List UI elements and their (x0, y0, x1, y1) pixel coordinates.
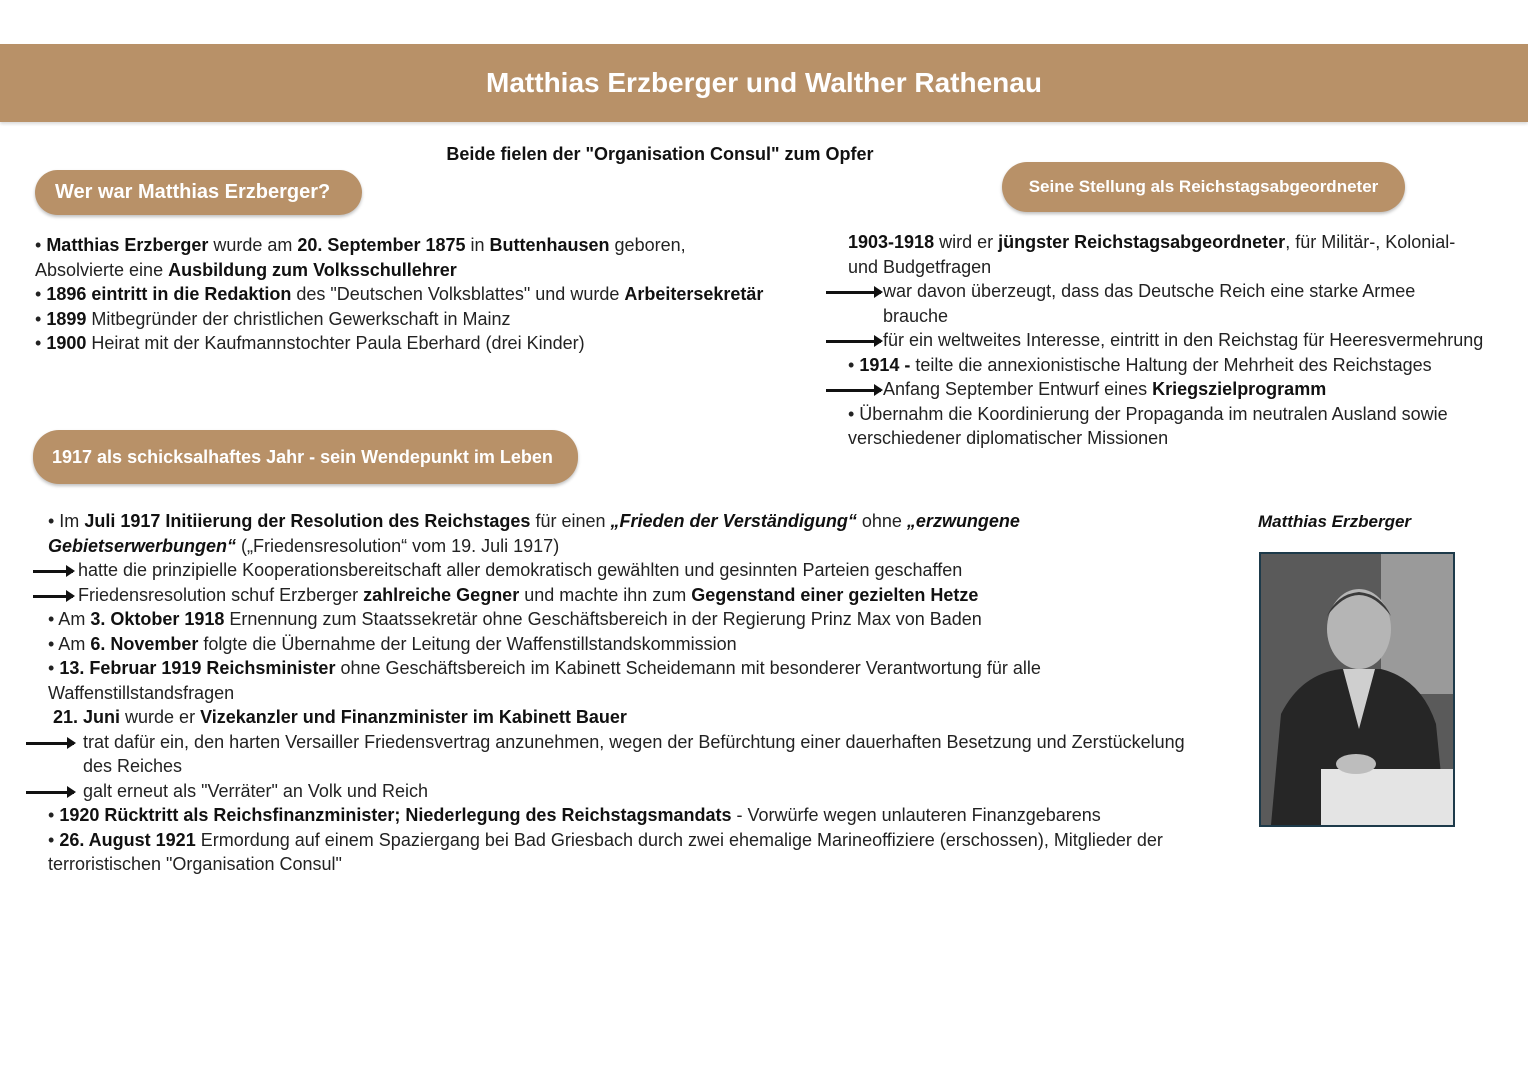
list-item (48, 754, 1185, 779)
text: ohne (856, 511, 907, 531)
emphasized-text: zahlreiche Gegner (363, 584, 520, 605)
text: Ernennung zum Staatssekretär ohne Geschäftsbereich in der Regierung Prinz Max von Baden (224, 609, 982, 629)
title-banner (0, 44, 1528, 122)
list-item (848, 402, 1483, 427)
arrow-right-icon (33, 570, 73, 573)
arrow-right-icon (826, 291, 881, 294)
emphasized-text: Matthias Erzberger (46, 235, 209, 255)
text: Absolvierte eine (35, 259, 169, 280)
emphasized-text: 1899 (46, 308, 87, 329)
text: - Vorwürfe wegen unlauteren Finanzgebarens (731, 805, 1101, 825)
text: wird er (934, 232, 999, 252)
portrait-photo (1259, 552, 1455, 827)
text: • Im (48, 511, 85, 531)
list-item (48, 583, 1185, 608)
text: • Übernahm die Koordinierung der Propaganda im neutralen Ausland sowie (848, 403, 1448, 424)
text: ohne Geschäftsbereich im Kabinett Scheidemann mit besonderer Verantwortung für alle (335, 658, 1041, 678)
text: • (848, 354, 860, 375)
emphasized-text: 1914 - (859, 354, 911, 375)
section-heading-turning-point: 1917 als schicksalhaftes Jahr - sein Wendepunkt im Leben (33, 430, 578, 484)
text: wurde am (208, 235, 298, 255)
list-item (848, 279, 1483, 304)
emphasized-text: 1903-1918 (848, 232, 935, 252)
list-item (848, 328, 1483, 353)
emphasized-text: Gebietserwerbungen“ (48, 535, 237, 556)
emphasized-text: 3. Oktober 1918 (90, 609, 225, 629)
list-item (848, 426, 1483, 451)
emphasized-text: 13. Februar 1919 Reichsminister (59, 658, 336, 678)
arrow-right-icon (26, 742, 74, 745)
text: • (35, 235, 47, 255)
section-heading-position: Seine Stellung als Reichstagsabgeordneter (1002, 162, 1405, 212)
emphasized-text: Buttenhausen (489, 235, 610, 255)
section-heading-who: Wer war Matthias Erzberger? (35, 170, 362, 215)
list-item (48, 705, 1185, 730)
emphasized-text: 20. September 1875 (297, 235, 466, 255)
list-item (848, 255, 1483, 280)
list-item (48, 534, 1185, 559)
emphasized-text: Vizekanzler und Finanzminister im Kabinett Bauer (200, 707, 627, 727)
text: Heirat mit der Kaufmannstochter Paula Eberhard (drei Kinder) (86, 333, 585, 353)
list-item (48, 656, 1185, 681)
turning-point-list (48, 509, 1185, 877)
text: für einen (530, 511, 611, 531)
text: war davon überzeugt, dass das Deutsche Reich eine starke Armee (883, 281, 1416, 301)
list-item (35, 282, 763, 307)
emphasized-text: 6. November (90, 633, 199, 654)
emphasized-text: 1900 (46, 333, 87, 353)
text: • Am (48, 609, 91, 629)
list-item (35, 258, 763, 283)
text: Mitbegründer der christlichen Gewerkschaft in Mainz (86, 308, 511, 329)
emphasized-text: 1896 eintritt in die Redaktion (46, 284, 292, 304)
text: • (48, 658, 60, 678)
text: folgte die Übernahme der Leitung der Waffenstillstandskommission (198, 633, 737, 654)
text: hatte die prinzipielle Kooperationsbereitschaft aller demokratisch gewählten und gesinnten Parteien geschaffen (78, 560, 963, 580)
text: und Budgetfragen (848, 256, 992, 277)
list-item (848, 377, 1483, 402)
list-item (48, 632, 1185, 657)
emphasized-text: Gegenstand einer gezielten Hetze (691, 584, 979, 605)
list-item (848, 304, 1483, 329)
list-item (848, 353, 1483, 378)
emphasized-text: Arbeitersekretär (624, 284, 764, 304)
text: , für Militär-, Kolonial- (1285, 232, 1456, 252)
text: in (465, 235, 490, 255)
page-title: Matthias Erzberger und Walther Rathenau (486, 67, 1042, 98)
text: für ein weltweites Interesse, eintritt in den Reichstag für Heeresvermehrung (883, 330, 1484, 350)
text: des Reiches (83, 756, 183, 776)
text: („Friedensresolution“ vom 19. Juli 1917) (236, 535, 560, 556)
emphasized-text: „erzwungene (906, 511, 1020, 531)
text: geboren, (609, 235, 686, 255)
text: teilte die annexionistische Haltung der Mehrheit des Reichstages (910, 354, 1432, 375)
arrow-right-icon (826, 340, 881, 343)
list-item (48, 730, 1185, 755)
text: • (48, 829, 60, 850)
text: trat dafür ein, den harten Versailler Friedensvertrag anzunehmen, wegen der Befürchtung einer dauerhaften Besetzung und Zerstückelung (83, 731, 1185, 752)
text: • (48, 805, 60, 825)
portrait-image (1261, 554, 1453, 825)
list-item (48, 828, 1185, 853)
emphasized-text: jüngster Reichstagsabgeordneter (998, 232, 1286, 252)
emphasized-text: Juli 1917 Initiierung der Resolution des Reichstages (84, 511, 531, 531)
arrow-right-icon (33, 595, 73, 598)
biography-list (35, 233, 763, 356)
emphasized-text: 26. August 1921 (59, 829, 196, 850)
text: Anfang September Entwurf eines (883, 379, 1153, 399)
emphasized-text: Kriegszielprogramm (1152, 379, 1327, 399)
text: brauche (883, 305, 949, 326)
emphasized-text: Ausbildung zum Volksschullehrer (168, 259, 457, 280)
list-item (48, 681, 1185, 706)
list-item (35, 233, 763, 258)
text: terroristischen "Organisation Consul" (48, 854, 342, 874)
list-item (48, 779, 1185, 804)
text: wurde er (120, 707, 201, 727)
text: verschiedener diplomatischer Missionen (848, 428, 1169, 448)
list-item (48, 852, 1185, 877)
text: Ermordung auf einem Spaziergang bei Bad Griesbach durch zwei ehemalige Marineoffiziere (erschossen), Mitglieder der (195, 829, 1163, 850)
text: des "Deutschen Volksblattes" und wurde (291, 284, 625, 304)
text: Waffenstillstandsfragen (48, 682, 235, 703)
reichstag-position-list (848, 230, 1483, 451)
list-item (48, 607, 1185, 632)
arrow-right-icon (26, 791, 74, 794)
list-item (35, 331, 763, 356)
subtitle: Beide fielen der "Organisation Consul" zum Opfer (446, 144, 874, 164)
list-item (48, 803, 1185, 828)
text: galt erneut als "Verräter" an Volk und Reich (83, 780, 428, 801)
text: • (35, 308, 47, 329)
emphasized-text: 1920 Rücktritt als Reichsfinanzminister; Niederlegung des Reichstagsmandats (59, 805, 732, 825)
emphasized-text: „Frieden der Verständigung“ (610, 511, 857, 531)
list-item (848, 230, 1483, 255)
text: Friedensresolution schuf Erzberger (78, 584, 364, 605)
list-item (35, 307, 763, 332)
text: • (35, 284, 47, 304)
photo-caption: Matthias Erzberger (1258, 512, 1412, 531)
text: • (35, 333, 47, 353)
text: • Am (48, 633, 91, 654)
emphasized-text: 21. Juni (53, 707, 121, 727)
text: und machte ihn zum (519, 584, 692, 605)
list-item (48, 509, 1185, 534)
list-item (48, 558, 1185, 583)
arrow-right-icon (826, 389, 881, 392)
